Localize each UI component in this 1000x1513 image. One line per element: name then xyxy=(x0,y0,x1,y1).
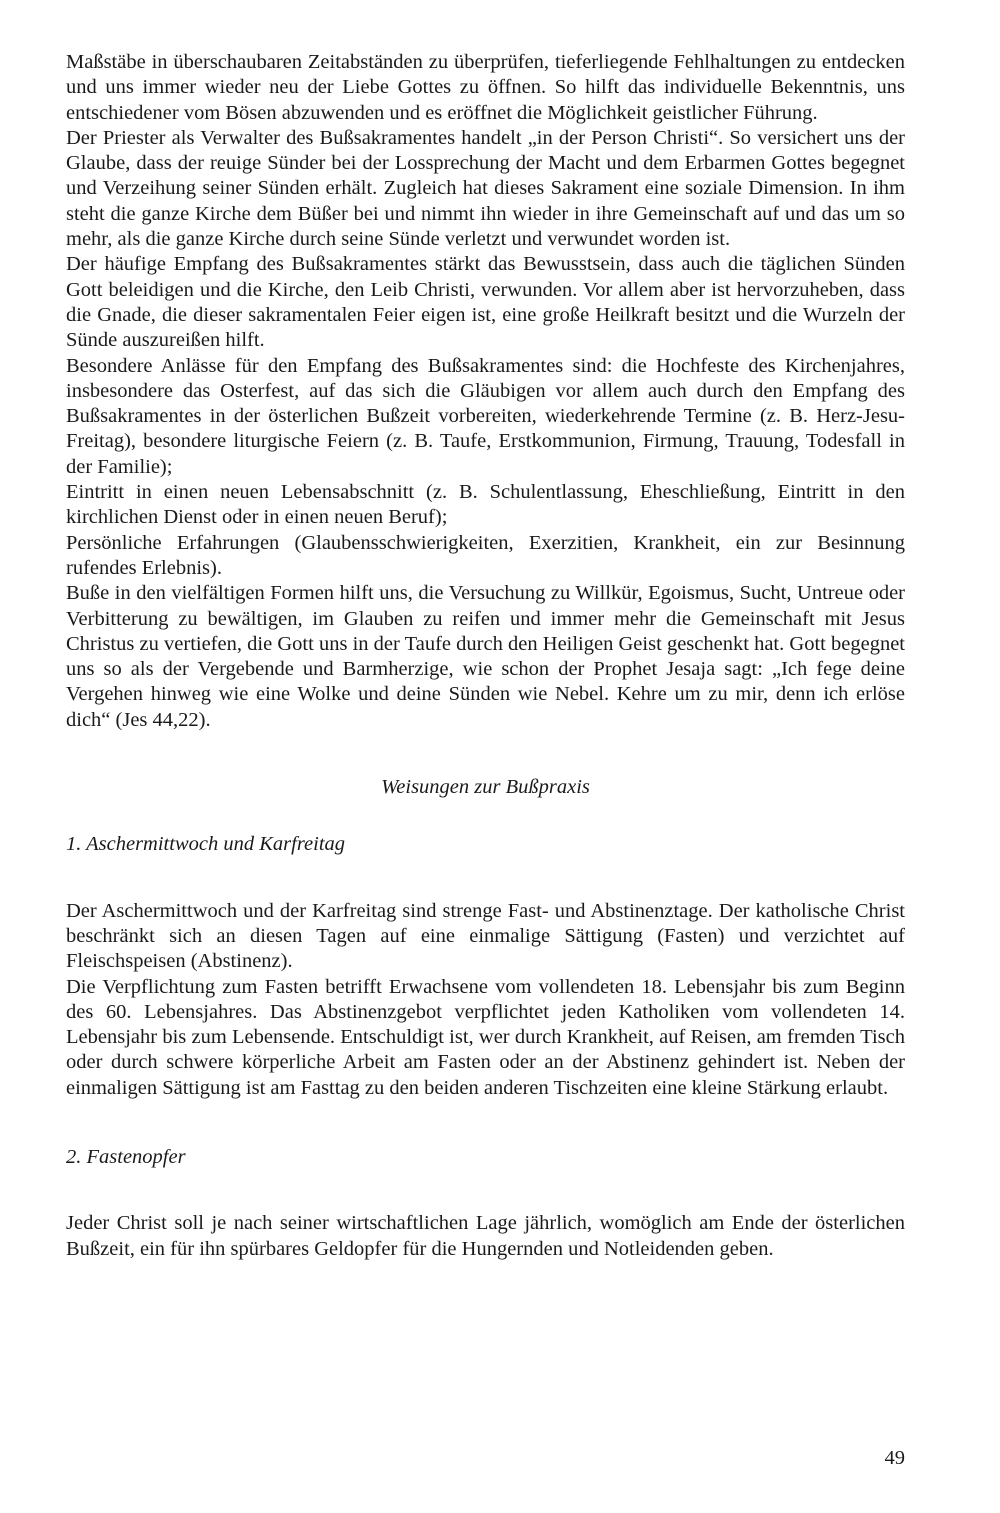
subsection-title-1: 1. Aschermittwoch und Karfreitag xyxy=(66,833,346,856)
subsection-title-2: 2. Fastenopfer xyxy=(66,1145,186,1168)
body-paragraph: Persönliche Erfahrungen (Glaubensschwierigkeiten, Exerzitien, Krankheit, ein zur Besinnung rufendes Erlebnis). xyxy=(66,531,905,579)
body-paragraph: Der Priester als Verwalter des Bußsakramentes handelt „in der Person Christi“. So versichert uns der Glaube, dass der reuige Sünder bei der Lossprechung der Macht und dem Erbarmen Gottes begegnet und Verzeihung seiner Sünden erhält. Zugleich hat dieses Sakrament eine soziale Dimension. In ihm steht die ganze Kirche dem Büßer bei und nimmt ihn wieder in ihre Gemeinschaft auf und das um so mehr, als die ganze Kirche durch seine Sünde verletzt und verwundet worden ist. xyxy=(66,126,905,251)
body-paragraph: Der Aschermittwoch und der Karfreitag sind strenge Fast- und Abstinenztage. Der katholische Christ beschränkt sich an diesen Tagen auf eine einmalige Sättigung (Fasten) und verzichtet auf Fleischspeisen (Abstinenz). xyxy=(66,899,905,973)
body-paragraph: Der häufige Empfang des Bußsakramentes stärkt das Bewusstsein, dass auch die täglichen Sünden Gott beleidigen und die Kirche, den Leib Christi, verwunden. Vor allem aber ist hervorzuheben, dass die Gnade, die dieser sakramentalen Feier eigen ist, eine große Heilkraft besitzt und die Wurzeln der Sünde auszureißen hilft. xyxy=(66,253,905,352)
page-number: 49 xyxy=(884,1447,905,1469)
body-paragraph: Besondere Anlässe für den Empfang des Bußsakramentes sind: die Hochfeste des Kirchenjahres, insbesondere das Osterfest, auf das sich die Gläubigen vor allem auch durch den Empfang des Bußsakramentes in der österlichen Bußzeit vorbereiten, wiederkehrende Termine (z. B. Herz-Jesu-Freitag), besondere liturgische Feiern (z. B. Taufe, Erstkommunion, Firmung, Trauung, Todesfall in der Familie); xyxy=(66,354,905,478)
body-paragraph: Die Verpflichtung zum Fasten betrifft Erwachsene vom vollendeten 18. Lebensjahr bis zum Beginn des 60. Lebensjahres. Das Abstinenzgebot verpflichtet jeden Katholiken vom vollendeten 14. Lebensjahr bis zum Lebensende. Entschuldigt ist, wer durch Krankheit, auf Reisen, am fremden Tisch oder durch schwere körperliche Arbeit am Fasten oder an der Abstinenz gehindert ist. Neben der einmaligen Sättigung ist am Fasttag zu den beiden anderen Tischzeiten eine kleine Stärkung erlaubt. xyxy=(66,975,905,1099)
body-paragraph: Buße in den vielfältigen Formen hilft uns, die Versuchung zu Willkür, Egoismus, Sucht, Untreue oder Verbitterung zu bewältigen, im Glauben zu reifen und immer mehr die Gemeinschaft mit Jesus Christus zu vertiefen, die Gott uns in der Taufe durch den Heiligen Geist geschenkt hat. Gott begegnet uns so als der Vergebende und Barmherzige, wie schon der Prophet Jesaja sagt: „Ich fege deine Vergehen hinweg wie eine Wolke und deine Sünden wie Nebel. Kehre um zu mir, denn ich erlöse dich“ (Jes 44,22). xyxy=(66,582,905,731)
body-paragraph: Jeder Christ soll je nach seiner wirtschaftlichen Lage jährlich, womöglich am Ende der österlichen Bußzeit, ein für ihn spürbares Geldopfer für die Hungernden und Notleidenden geben. xyxy=(66,1212,905,1260)
page-body xyxy=(66,50,905,1262)
body-paragraph: Eintritt in einen neuen Lebensabschnitt (z. B. Schulentlassung, Eheschließung, Eintritt in den kirchlichen Dienst oder in einen neuen Beruf); xyxy=(66,481,905,529)
body-paragraph: Maßstäbe in überschaubaren Zeitabständen zu überprüfen, tieferliegende Fehlhaltungen zu entdecken und uns immer wieder neu der Liebe Gottes zu öffnen. So hilft das individuelle Bekenntnis, uns entschiedener vom Bösen abzuwenden und es eröffnet die Möglichkeit geistlicher Führung. xyxy=(66,51,905,124)
section-title: Weisungen zur Bußpraxis xyxy=(381,776,590,799)
